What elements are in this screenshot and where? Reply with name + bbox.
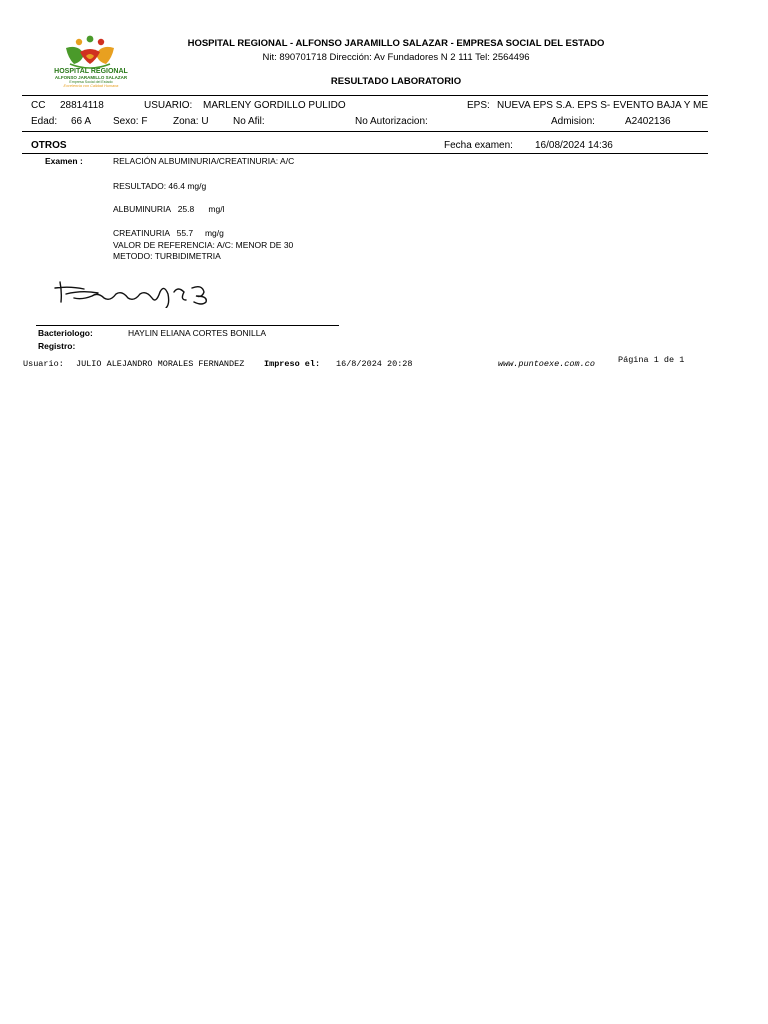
examen-name: RELACIÓN ALBUMINURIA/CREATINURIA: A/C xyxy=(113,156,295,166)
fecha-examen-label: Fecha examen: xyxy=(444,140,513,151)
report-title: RESULTADO LABORATORIO xyxy=(330,76,462,87)
resultado-line: RESULTADO: 46.4 mg/g xyxy=(113,181,207,191)
handwritten-signature xyxy=(52,274,262,308)
footer-impreso-label: Impreso el: xyxy=(264,359,321,369)
logo-subname: ALFONSO JARAMILLO SALAZAR xyxy=(54,75,128,80)
sexo-field: Sexo: F xyxy=(113,116,148,127)
metodo-line: METODO: TURBIDIMETRIA xyxy=(113,251,221,261)
logo-type: Empresa Social del Estado xyxy=(69,80,113,84)
cc-value: 28814118 xyxy=(60,100,104,111)
institution-name: HOSPITAL REGIONAL - ALFONSO JARAMILLO SALAZAR - EMPRESA SOCIAL DEL ESTADO xyxy=(187,38,605,49)
footer-pagina: Página 1 de 1 xyxy=(618,355,685,365)
footer-website: www.puntoexe.com.co xyxy=(498,359,595,369)
logo-name: HOSPITAL REGIONAL xyxy=(54,68,128,75)
cc-label: CC xyxy=(31,100,46,111)
bacteriologo-value: HAYLIN ELIANA CORTES BONILLA xyxy=(128,328,267,338)
zona-field: Zona: U xyxy=(173,116,209,127)
albuminuria-line: ALBUMINURIA 25.8 mg/l xyxy=(113,204,225,214)
edad-value: 66 A xyxy=(71,116,92,127)
footer-usuario-label: Usuario: xyxy=(23,359,64,369)
institution-contact: Nit: 890701718 Dirección: Av Fundadores N 2 111 Tel: 2564496 xyxy=(262,52,530,63)
no-afil-field: No Afil: xyxy=(233,116,265,127)
logo-slogan: Excelencia con Calidad Humana xyxy=(63,84,119,88)
admision-value: A2402136 xyxy=(625,116,671,127)
footer-impreso-value: 16/8/2024 20:28 xyxy=(336,359,413,369)
eps-value: NUEVA EPS S.A. EPS S- EVENTO BAJA Y ME xyxy=(497,100,709,111)
header-divider xyxy=(22,95,708,96)
footer-usuario-value: JULIO ALEJANDRO MORALES FERNANDEZ xyxy=(76,359,245,369)
registro-label: Registro: xyxy=(38,341,76,351)
creatinuria-line: CREATINURIA 55.7 mg/g xyxy=(113,228,224,238)
patient-divider xyxy=(22,131,708,132)
eps-label: EPS: xyxy=(467,100,490,111)
referencia-line: VALOR DE REFERENCIA: A/C: MENOR DE 30 xyxy=(113,240,294,250)
section-name: OTROS xyxy=(31,140,67,151)
no-autorizacion-field: No Autorizacion: xyxy=(355,116,428,127)
section-divider xyxy=(22,153,708,154)
examen-label: Examen : xyxy=(45,156,83,166)
signature-line xyxy=(36,325,339,326)
fecha-examen-value: 16/08/2024 14:36 xyxy=(535,140,613,151)
admision-label: Admision: xyxy=(551,116,595,127)
bacteriologo-label: Bacteriologo: xyxy=(38,328,93,338)
edad-label: Edad: xyxy=(31,116,58,127)
usuario-value: MARLENY GORDILLO PULIDO xyxy=(203,100,346,111)
usuario-label: USUARIO: xyxy=(144,100,193,111)
